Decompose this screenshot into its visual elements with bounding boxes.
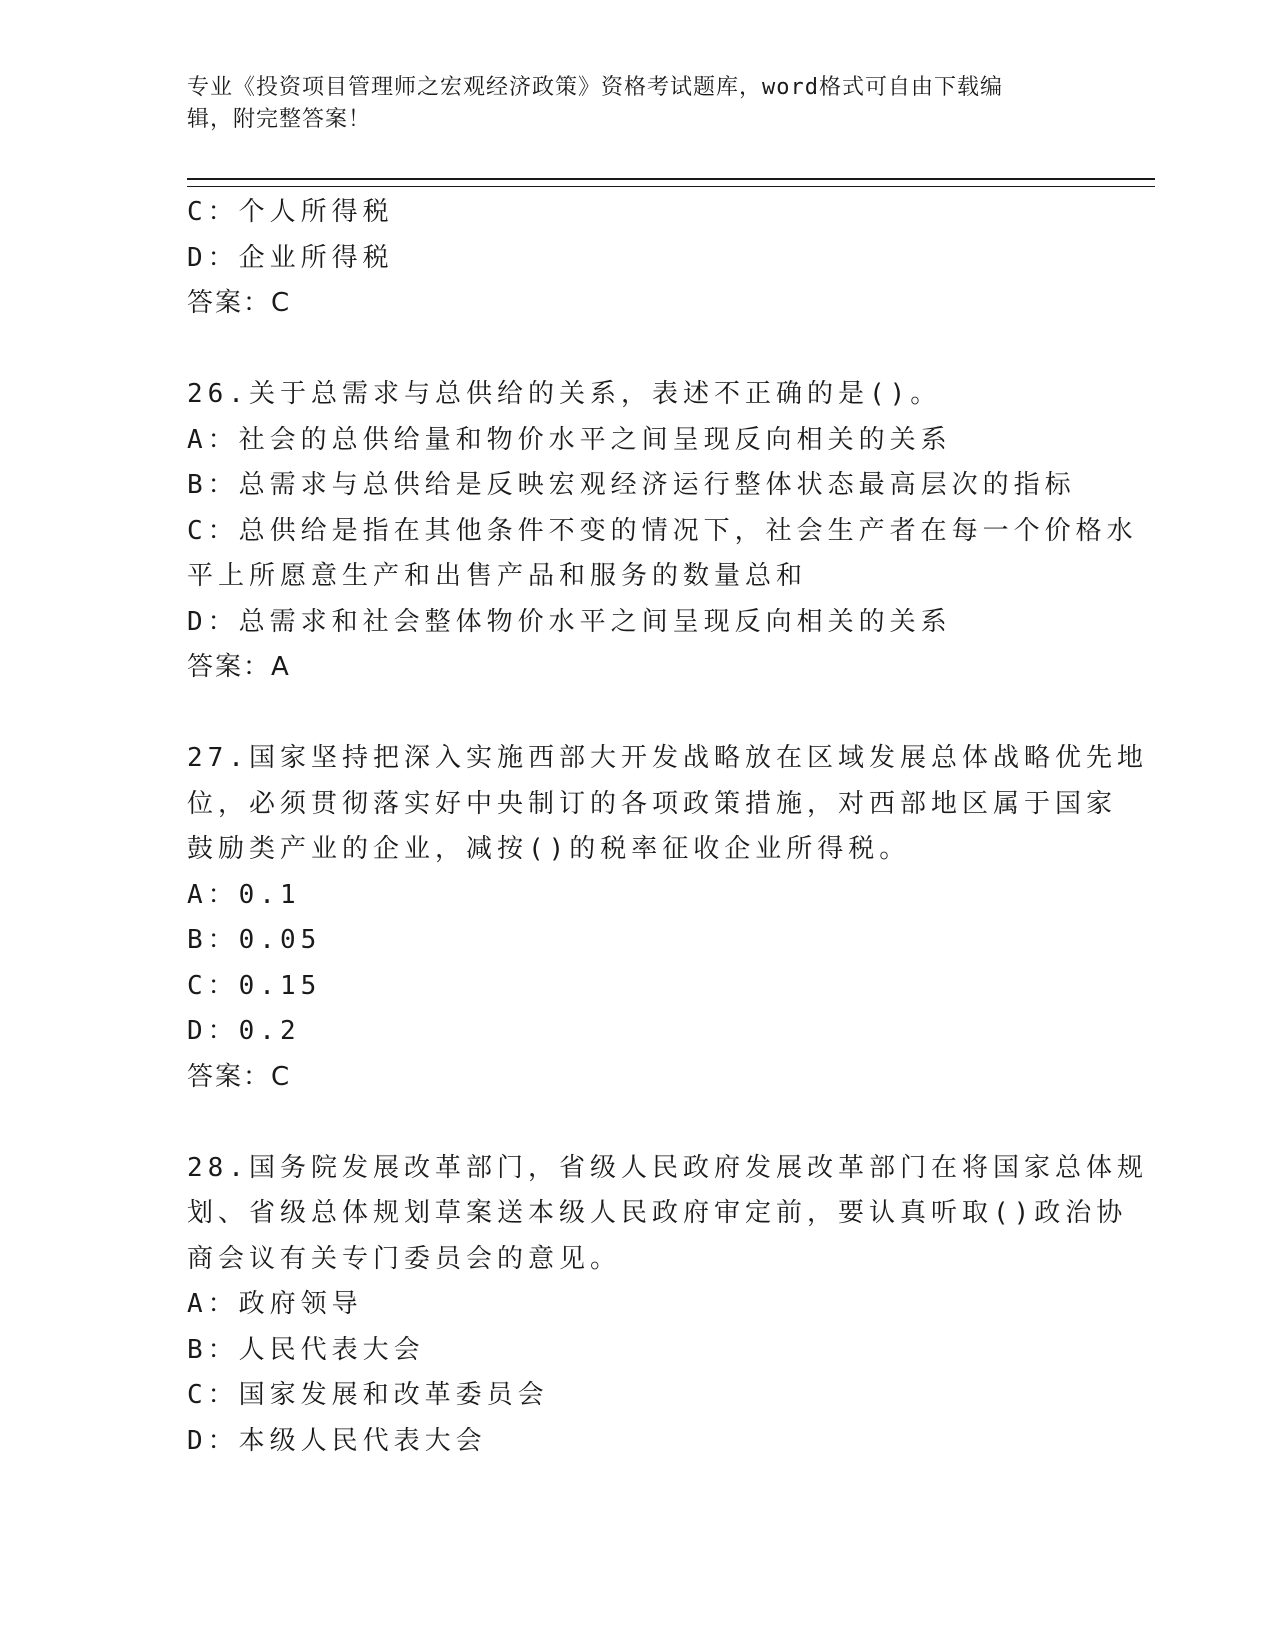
header-divider (187, 178, 1155, 187)
question-stem-continued: 划、省级总体规划草案送本级人民政府审定前，要认真听取()政治协 (187, 1198, 1128, 1228)
option-d: D：0.2 (187, 1016, 301, 1046)
question-stem: 26.关于总需求与总供给的关系，表述不正确的是()。 (187, 379, 942, 409)
option-a: A：0.1 (187, 879, 301, 910)
question-27 (187, 736, 1148, 1100)
option-c: C：国家发展和改革委员会 (187, 1380, 549, 1410)
header-line-1: 专业《投资项目管理师之宏观经济政策》资格考试题库，word格式可自由下载编 (187, 75, 1003, 100)
spacer (187, 327, 1087, 373)
question-26 (187, 372, 1138, 691)
spacer (187, 1100, 1087, 1146)
answer: 答案：C (187, 1061, 292, 1092)
option-b: B：人民代表大会 (187, 1334, 425, 1365)
option-d: D：企业所得税 (187, 242, 394, 273)
option-c-continued: 平上所愿意生产和出售产品和服务的数量总和 (187, 561, 808, 591)
question-stem: 27.国家坚持把深入实施西部大开发战略放在区域发展总体战略优先地 (187, 743, 1148, 773)
option-a: A：政府领导 (187, 1289, 363, 1319)
option-d: D：总需求和社会整体物价水平之间呈现反向相关的关系 (187, 606, 952, 637)
question-25-tail (187, 190, 1087, 327)
question-stem-continued: 位，必须贯彻落实好中央制订的各项政策措施，对西部地区属于国家 (187, 788, 1118, 819)
answer: 答案：A (187, 652, 291, 682)
header-line-2: 辑，附完整答案！ (187, 107, 372, 132)
question-stem-continued: 商会议有关专门委员会的意见。 (187, 1243, 622, 1274)
page-header (187, 72, 1067, 136)
option-d: D：本级人民代表大会 (187, 1425, 487, 1456)
question-stem: 28.国务院发展改革部门，省级人民政府发展改革部门在将国家总体规 (187, 1152, 1148, 1183)
option-c: C：个人所得税 (187, 197, 394, 227)
spacer (187, 691, 1087, 737)
option-b: B：0.05 (187, 925, 322, 955)
option-a: A：社会的总供给量和物价水平之间呈现反向相关的关系 (187, 424, 952, 455)
question-28 (187, 1146, 1148, 1465)
answer: 答案：C (187, 288, 292, 318)
option-c: C：总供给是指在其他条件不变的情况下，社会生产者在每一个价格水 (187, 515, 1138, 546)
option-b: B：总需求与总供给是反映宏观经济运行整体状态最高层次的指标 (187, 470, 1076, 500)
question-list (187, 190, 1148, 1464)
option-c: C：0.15 (187, 970, 322, 1001)
question-stem-continued: 鼓励类产业的企业，减按()的税率征收企业所得税。 (187, 834, 911, 864)
